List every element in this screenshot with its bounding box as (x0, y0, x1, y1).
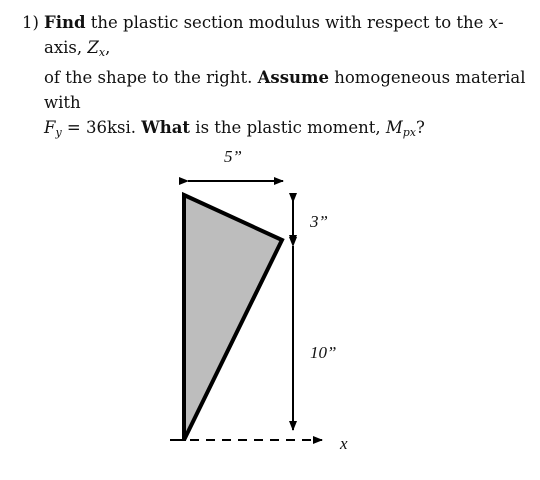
z-subscript: x (98, 46, 106, 59)
height-dimension-label: 10” (310, 343, 337, 362)
m-symbol: M (385, 118, 403, 137)
text-segment: ? (416, 118, 425, 137)
text-segment: the plastic section modulus with respect to the (85, 13, 489, 32)
m-subscript: px (402, 126, 416, 139)
text-segment: of the shape to the right. (44, 68, 258, 87)
keyword-what: What (141, 118, 191, 137)
fy-value: = 36ksi. (61, 118, 142, 137)
text-segment: -axis, (44, 13, 504, 57)
text-segment: homogeneous material with (44, 68, 526, 112)
keyword-find: Find (44, 13, 86, 32)
keyword-assume: Assume (257, 68, 329, 87)
text-segment: is the plastic moment, (190, 118, 386, 137)
width-label: 5” (224, 147, 242, 166)
text-segment: , (105, 38, 111, 57)
top-dimension-label: 3” (310, 212, 328, 231)
fy-subscript: y (55, 126, 62, 139)
x-axis-label: x (340, 434, 348, 453)
problem-number: 1) (22, 13, 39, 32)
axis-name: x (488, 13, 499, 32)
triangle-section (184, 195, 282, 440)
fy-symbol: F (44, 118, 56, 137)
z-symbol: Z (87, 38, 99, 57)
